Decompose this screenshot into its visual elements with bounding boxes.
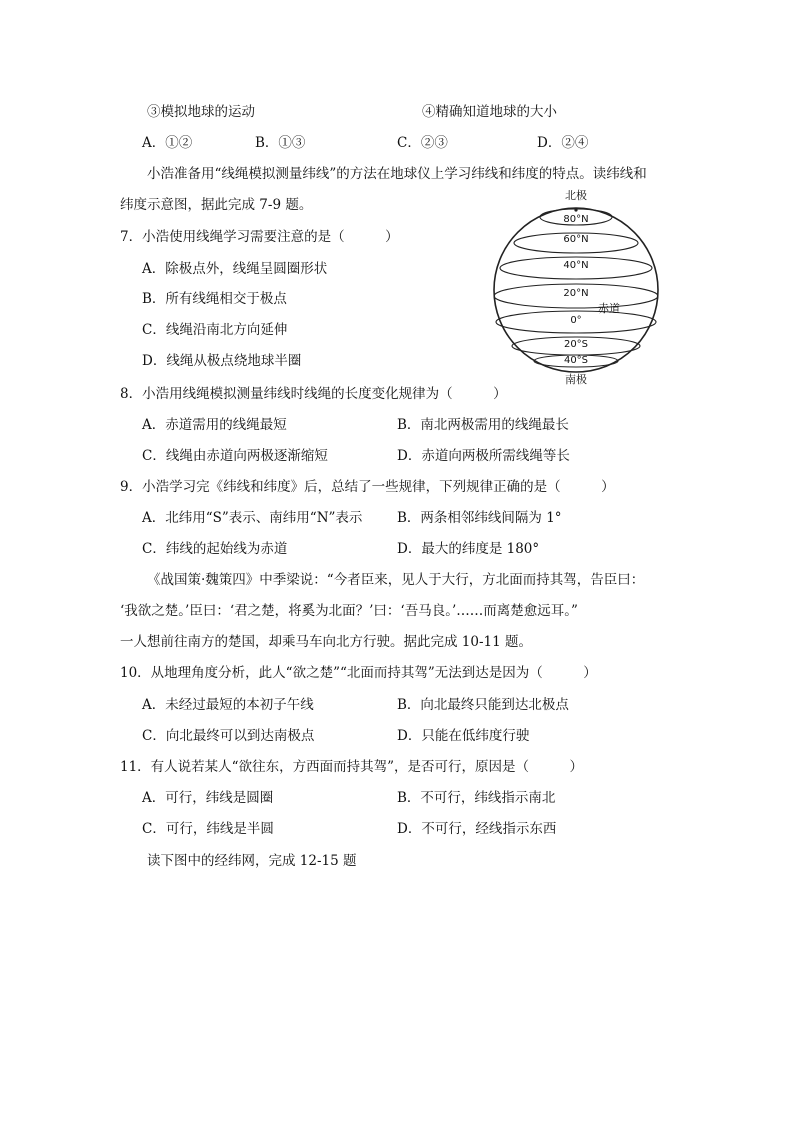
q10-option-b: B．向北最终只能到达北极点 bbox=[397, 697, 569, 713]
intro-1-line-2: 纬度示意图，据此完成 7-9 题。 bbox=[120, 197, 313, 213]
lat-80n-label: 80°N bbox=[563, 214, 589, 225]
q8-option-b: B．南北两极需用的线绳最长 bbox=[397, 417, 569, 433]
lat-60n-label: 60°N bbox=[563, 234, 589, 245]
q8-option-d: D．赤道向两极所需线绳等长 bbox=[397, 448, 570, 464]
latitude-globe-diagram bbox=[490, 186, 680, 386]
q7-option-a: A．除极点外，线绳呈圆圈形状 bbox=[142, 261, 328, 277]
intro-1-line-1: 小浩准备用“线绳模拟测量纬线”的方法在地球仪上学习纬线和纬度的特点。读纬线和 bbox=[147, 166, 647, 182]
q11-option-c: C．可行，纬线是半圆 bbox=[142, 821, 274, 837]
equator-label: 赤道 bbox=[598, 302, 620, 315]
question-8-stem: 8．小浩用线绳模拟测量纬线时线绳的长度变化规律为（ ） bbox=[120, 386, 507, 402]
q9-option-d: D．最大的纬度是 180° bbox=[397, 541, 540, 557]
q8-option-a: A．赤道需用的线绳最短 bbox=[142, 417, 287, 433]
lat-20s-label: 20°S bbox=[563, 339, 589, 350]
q7-option-b: B．所有线绳相交于极点 bbox=[142, 291, 287, 307]
lat-20n-label: 20°N bbox=[563, 288, 589, 299]
intro-2-line-2: ‘我欲之楚。’臣曰：‘君之楚，将奚为北面？’曰：‘吾马良。’……而离楚愈远耳。” bbox=[120, 603, 578, 619]
option-c: C．②③ bbox=[397, 135, 448, 151]
q11-option-d: D．不可行，经线指示东西 bbox=[397, 821, 557, 837]
option-item-4: ④精确知道地球的大小 bbox=[422, 104, 557, 120]
question-10-stem: 10．从地理角度分析，此人“欲之楚”“北面而持其驾”无法到达是因为（ ） bbox=[120, 665, 597, 681]
intro-2-line-1: 《战国策·魏策四》中季梁说：“今者臣来，见人于大行，方北面而持其驾，告臣曰： bbox=[147, 572, 645, 588]
q10-option-d: D．只能在低纬度行驶 bbox=[397, 728, 530, 744]
south-pole-label: 南极 bbox=[565, 373, 587, 386]
q8-option-c: C．线绳由赤道向两极逐渐缩短 bbox=[142, 448, 328, 464]
q11-option-a: A．可行，纬线是圆圈 bbox=[142, 790, 274, 806]
option-d: D．②④ bbox=[537, 135, 589, 151]
question-9-stem: 9．小浩学习完《纬线和纬度》后，总结了一些规律，下列规律正确的是（ ） bbox=[120, 479, 615, 495]
q9-option-c: C．纬线的起始线为赤道 bbox=[142, 541, 288, 557]
north-pole-label: 北极 bbox=[565, 189, 587, 202]
lat-0-label: 0° bbox=[570, 315, 582, 326]
question-11-stem: 11．有人说若某人“欲往东，方西面而持其驾”，是否可行，原因是（ ） bbox=[120, 759, 583, 775]
option-item-3: ③模拟地球的运动 bbox=[147, 104, 255, 120]
q10-option-c: C．向北最终可以到达南极点 bbox=[142, 728, 315, 744]
option-b: B．①③ bbox=[255, 135, 306, 151]
q7-option-c: C．线绳沿南北方向延伸 bbox=[142, 322, 288, 338]
q11-option-b: B．不可行，纬线指示南北 bbox=[397, 790, 556, 806]
q9-option-b: B．两条相邻纬线间隔为 1° bbox=[397, 510, 562, 526]
q9-option-a: A．北纬用“S”表示、南纬用“N”表示 bbox=[142, 510, 363, 526]
lat-40s-label: 40°S bbox=[563, 355, 589, 366]
intro-2-line-3: 一人想前往南方的楚国，却乘马车向北方行驶。据此完成 10-11 题。 bbox=[120, 634, 532, 650]
intro-3-line-1: 读下图中的经纬网，完成 12-15 题 bbox=[147, 853, 357, 869]
q7-option-d: D．线绳从极点绕地球半圈 bbox=[142, 353, 302, 369]
lat-40n-label: 40°N bbox=[563, 260, 589, 271]
option-a: A．①② bbox=[142, 135, 193, 151]
q10-option-a: A．未经过最短的本初子午线 bbox=[142, 697, 314, 713]
question-7-stem: 7．小浩使用线绳学习需要注意的是（ ） bbox=[120, 229, 399, 245]
